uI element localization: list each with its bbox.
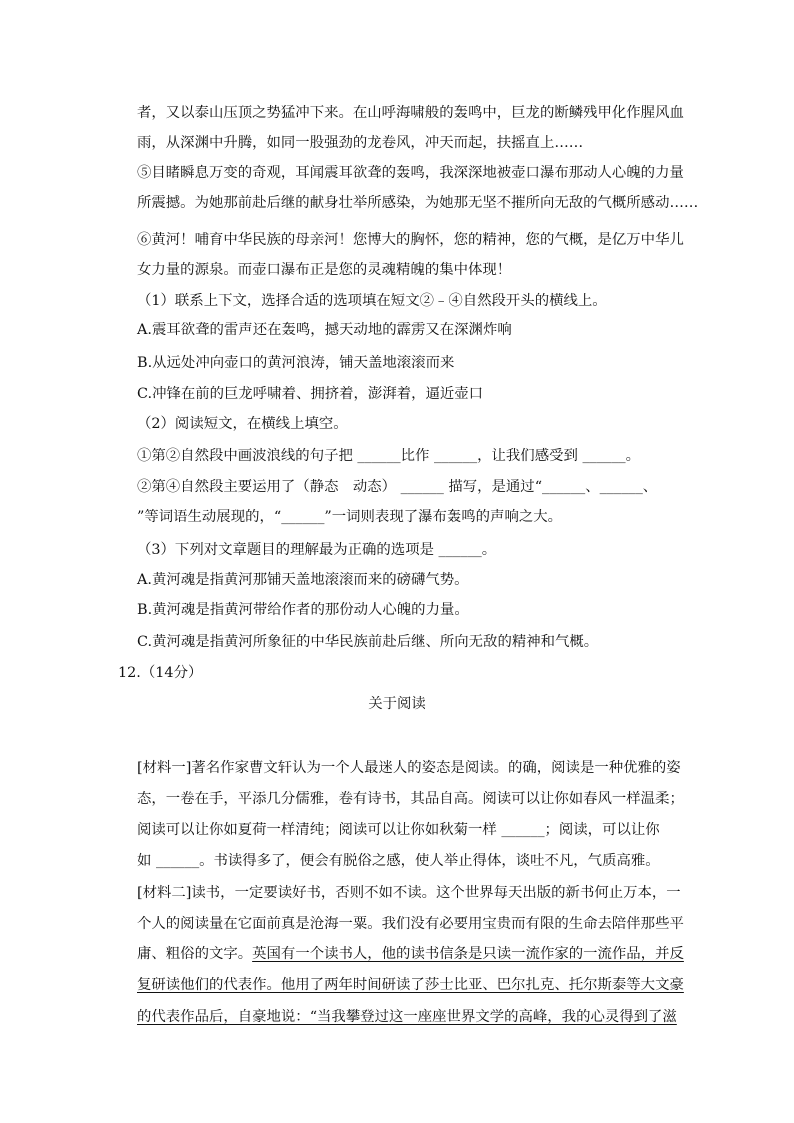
option-b: B.从远处冲向壶口的黄河浪涛，铺天盖地滚滚而来 [137, 355, 455, 371]
fill-blank-line: ”等词语生动展现的，“______”一词则表现了瀑布轰鸣的声响之大。 [137, 509, 563, 525]
question-prompt: （3）下列对文章题目的理解最为正确的选项是 ______。 [137, 542, 497, 558]
material-line: 阅读可以让你如夏荷一样清纯；阅读可以让你如秋菊一样 ______；阅读，可以让你 [137, 822, 660, 838]
section-title: 关于阅读 [368, 696, 426, 712]
passage-line: 者，又以泰山压顶之势猛冲下来。在山呼海啸般的轰鸣中，巨龙的断鳞残甲化作腥风血 [137, 105, 684, 121]
material-line: 如 ______。书读得多了，便会有脱俗之感，使人举止得体，谈吐不凡，气质高雅。 [137, 853, 660, 869]
material-line: 个人的阅读量在它面前真是沧海一粟。我们没有必要用宝贵而有限的生命去陪伴那些平 [137, 916, 684, 932]
option-a: A.震耳欲聋的雷声还在轰鸣，撼天动地的霹雳又在深渊炸响 [137, 322, 512, 338]
fill-blank-line: ②第④自然段主要运用了（静态 动态） ______ 描写，是通过“______、______、 [137, 479, 658, 495]
passage-line: ⑥黄河！哺育中华民族的母亲河！您博大的胸怀，您的精神，您的气概，是亿万中华儿 [137, 232, 684, 248]
option-b: B.黄河魂是指黄河带给作者的那份动人心魄的力量。 [137, 602, 469, 618]
underlined-text: 英国有一个读书人，他的读书信条是只读一流作家的一流作品，并反 [252, 946, 684, 962]
underlined-line: 的代表作品后，自豪地说：“当我攀登过这一座座世界文学的高峰，我的心灵得到了滋 [137, 1009, 677, 1025]
passage-line: 女力量的源泉。而壶口瀑布正是您的灵魂精魄的集中体现！ [137, 262, 512, 278]
option-c: C.黄河魂是指黄河所象征的中华民族前赴后继、所向无敌的精神和气概。 [137, 634, 599, 650]
passage-line: 雨，从深渊中升腾，如同一股强劲的龙卷风，冲天而起，扶摇直上…… [137, 135, 584, 151]
passage-line: 所震撼。为她那前赴后继的献身壮举所感染，为她那无坚不摧所向无敌的气概所感动…… [137, 195, 699, 211]
question-prompt: （1）联系上下文，选择合适的选项填在短文②﹣④自然段开头的横线上。 [137, 293, 607, 309]
underlined-line: 复研读他们的代表作。他用了两年时间研读了莎士比亚、巴尔扎克、托尔斯泰等大文豪 [137, 977, 684, 993]
material-line: [材料二]读书，一定要读好书，否则不如不读。这个世界每天出版的新书何止万本，一 [137, 885, 681, 901]
question-prompt: （2）阅读短文，在横线上填空。 [137, 416, 348, 432]
passage-line: ⑤目睹瞬息万变的奇观，耳闻震耳欲聋的轰鸣，我深深地被壶口瀑布那动人心魄的力量 [137, 165, 684, 181]
option-a: A.黄河魂是指黄河那铺天盖地滚滚而来的磅礴气势。 [137, 572, 469, 588]
material-line: 态，一卷在手，平添几分儒雅，卷有诗书，其品自高。阅读可以让你如春风一样温柔； [137, 791, 684, 807]
question-number: 12.（14分） [118, 665, 203, 681]
fill-blank-line: ①第②自然段中画波浪线的句子把 ______比作 ______，让我们感受到 ______。 [137, 448, 641, 464]
option-c: C.冲锋在前的巨龙呼啸着、拥挤着，澎湃着，逼近壶口 [137, 386, 484, 402]
material-line: [材料一]著名作家曹文轩认为一个人最迷人的姿态是阅读。的确，阅读是一种优雅的姿 [137, 760, 681, 776]
material-line [137, 944, 684, 964]
plain-text: 庸、粗俗的文字。 [137, 946, 253, 962]
